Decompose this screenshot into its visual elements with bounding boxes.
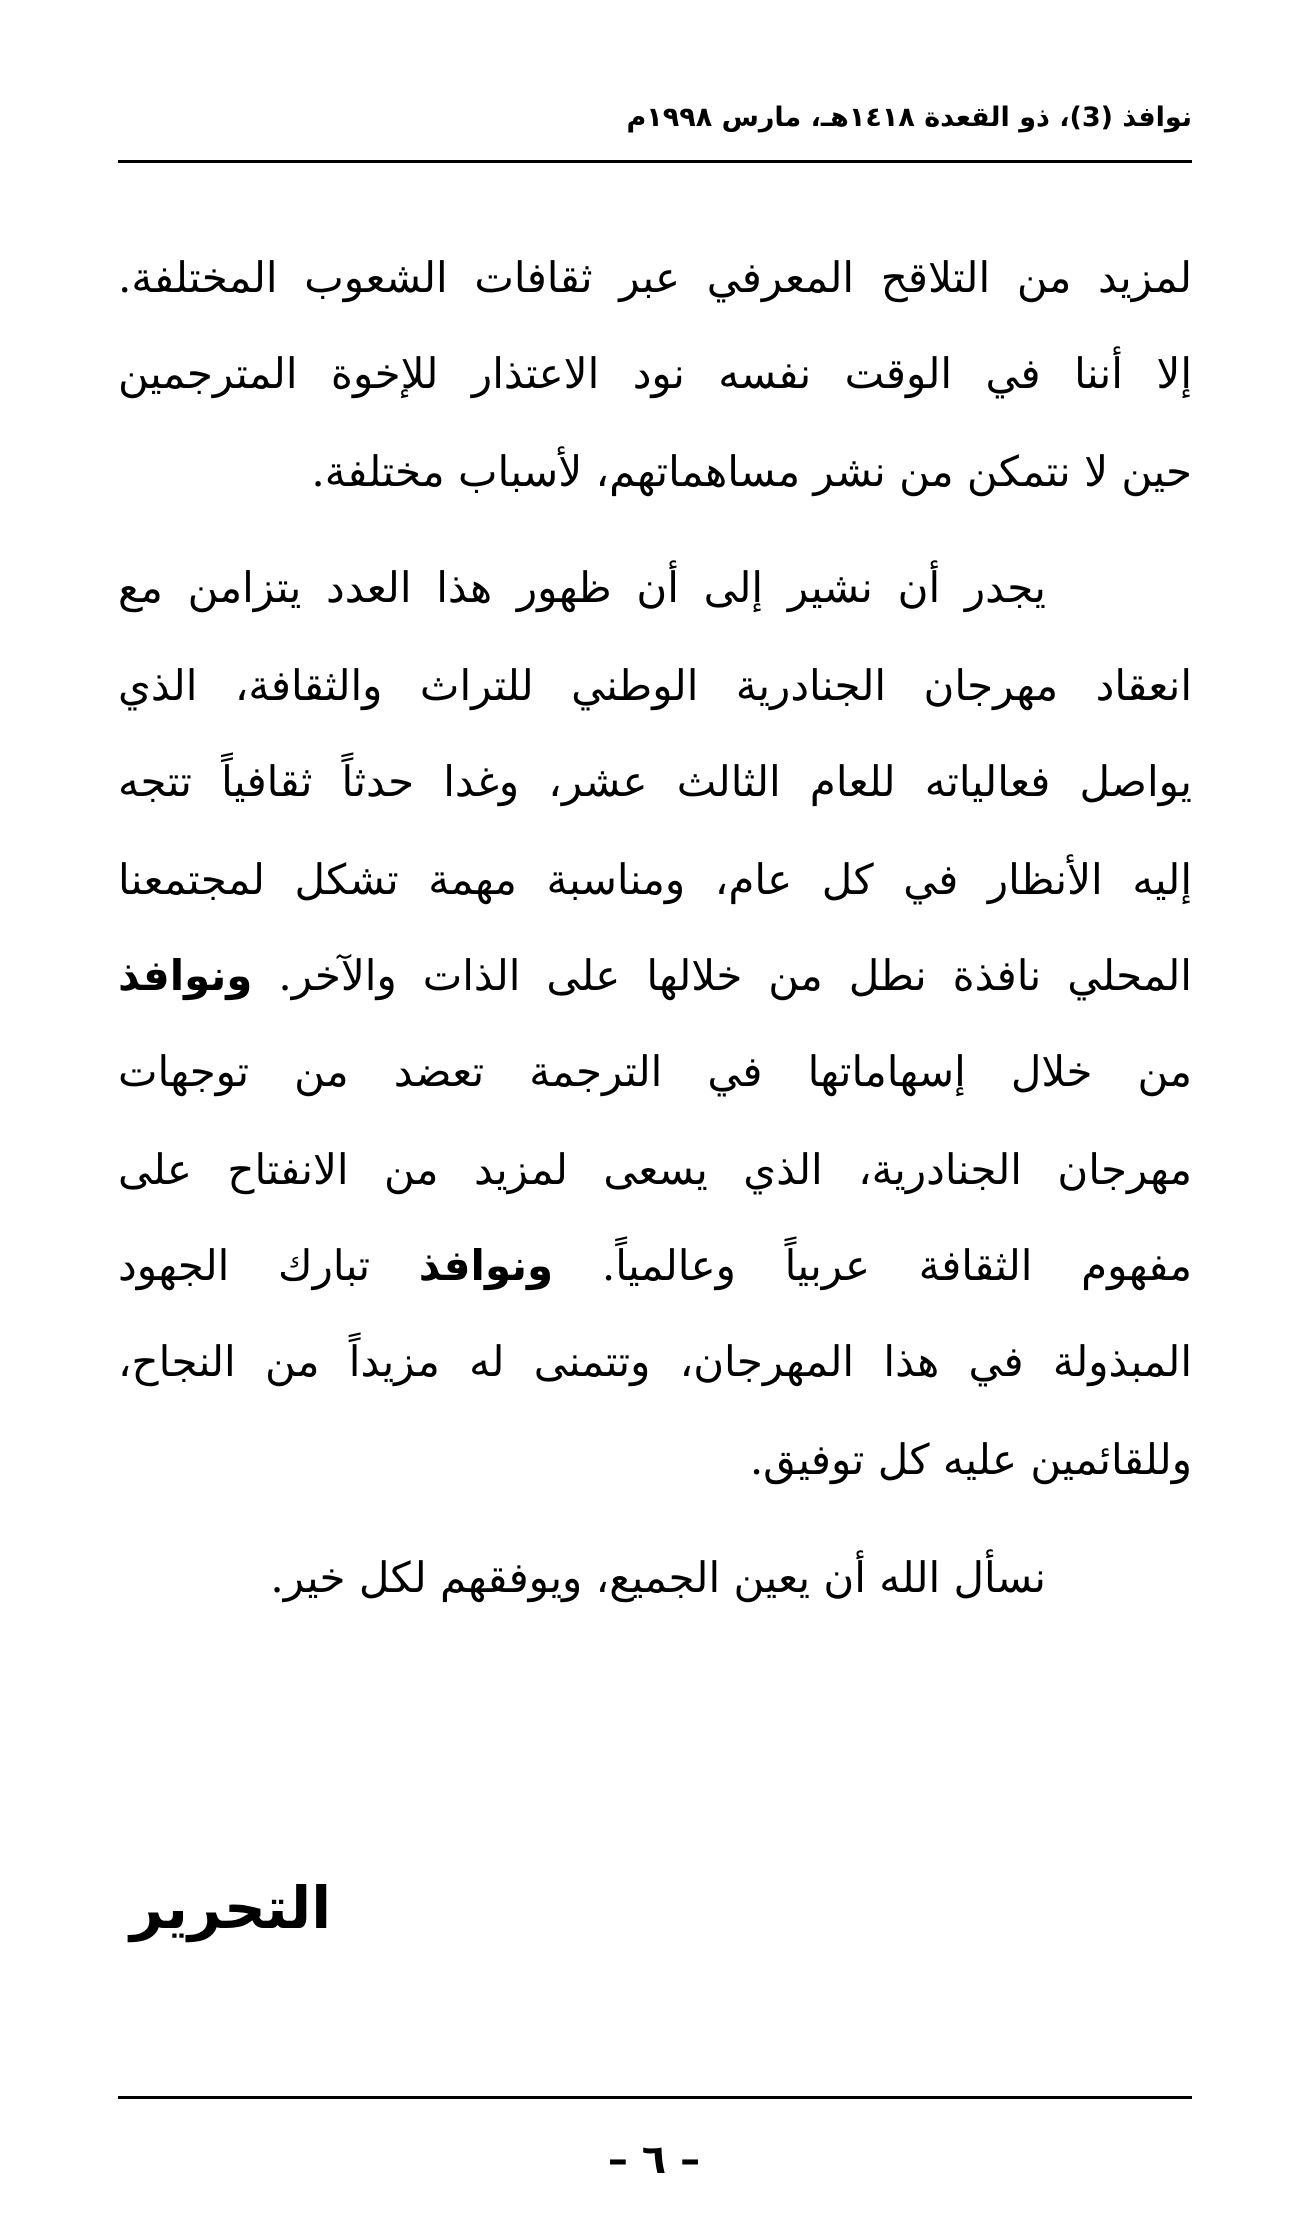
text-line: انعقاد مهرجان الجنادرية الوطني للتراث والثقافة، الذي — [118, 661, 1192, 710]
journal-name-bold: ونوافذ — [118, 951, 253, 1000]
text-line: يواصل فعالياته للعام الثالث عشر، وغدا حدثاً ثقافياً تتجه — [118, 757, 1192, 806]
text-line: يجدر أن نشير إلى أن ظهور هذا العدد يتزامن مع — [118, 563, 1046, 612]
journal-name-bold: ونوافذ — [418, 1241, 554, 1290]
text-line — [118, 1236, 1192, 1296]
text-line: مهرجان الجنادرية، الذي يسعى لمزيد من الانفتاح على — [118, 1145, 1192, 1194]
signature: التحرير — [130, 1874, 332, 1942]
text-line: من خلال إسهاماتها في الترجمة تعضد من توجهات — [118, 1047, 1192, 1096]
page-number-text: – ٦ – — [607, 2137, 701, 2183]
text-line: حين لا نتمكن من نشر مساهماتهم، لأسباب مختلفة. — [311, 447, 1192, 496]
text-line: وللقائمين عليه كل توفيق. — [749, 1435, 1192, 1484]
text-line-part: مفهوم الثقافة عربياً وعالمياً. — [601, 1241, 1192, 1290]
header-title: نوافذ (3)، ذو القعدة ١٤١٨هـ، مارس ١٩٩٨م — [626, 102, 1192, 133]
text-line — [118, 946, 1192, 1006]
footer-divider — [118, 2096, 1192, 2099]
text-line: المبذولة في هذا المهرجان، وتتمنى له مزيداً من النجاح، — [118, 1337, 1192, 1386]
text-line: إلا أننا في الوقت نفسه نود الاعتذار للإخوة المترجمين — [118, 349, 1192, 398]
text-line-part: المحلي نافذة نطل من خلالها على الذات والآخر. — [278, 951, 1192, 1000]
text-line-part: تبارك الجهود — [118, 1241, 371, 1290]
page-number — [0, 2130, 1308, 2190]
closing-line: نسأل الله أن يعين الجميع، ويوفقهم لكل خير. — [270, 1553, 1046, 1602]
header-divider — [118, 160, 1192, 163]
text-line: إليه الأنظار في كل عام، ومناسبة مهمة تشكل لمجتمعنا — [118, 855, 1192, 904]
text-line: لمزيد من التلاقح المعرفي عبر ثقافات الشعوب المختلفة. — [118, 253, 1192, 302]
